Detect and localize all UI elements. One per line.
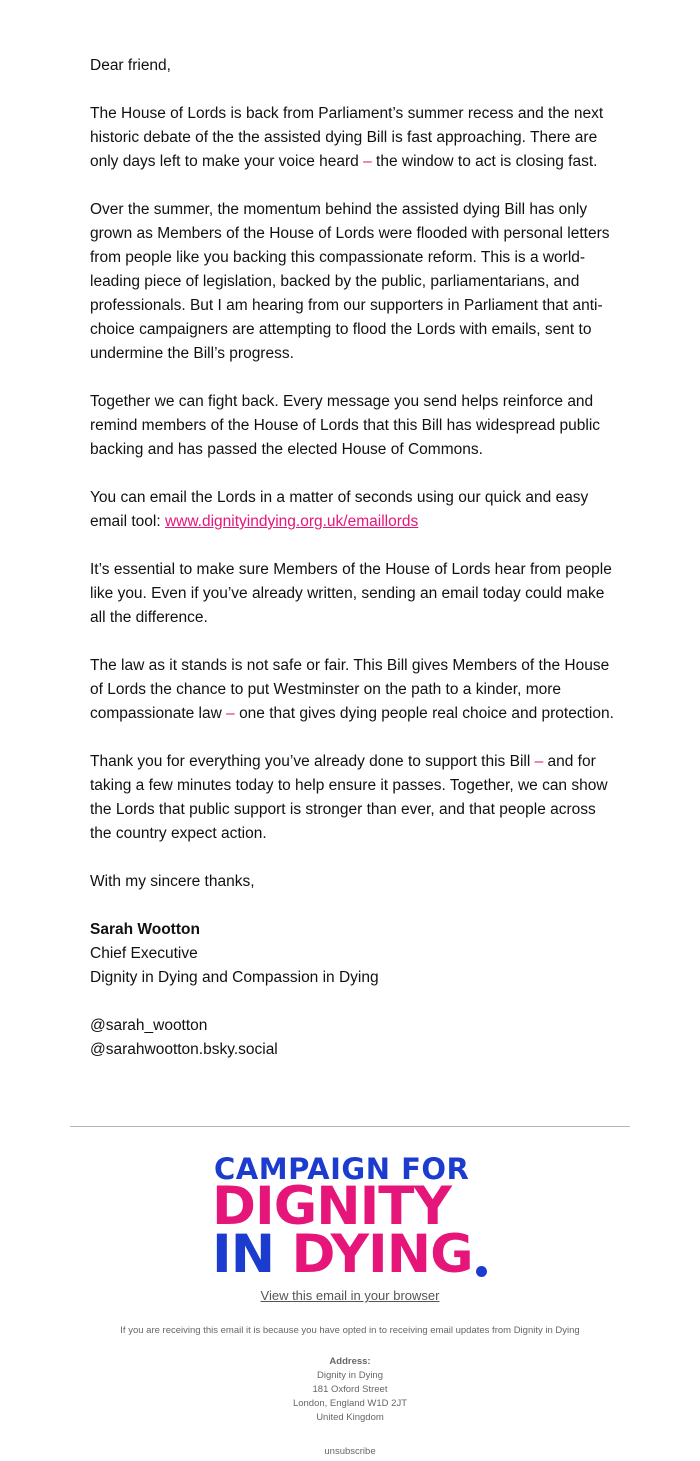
address-line: 181 Oxford Street [312,1384,388,1395]
address-label: Address: [329,1356,371,1367]
unsubscribe-link[interactable]: unsubscribe [324,1446,376,1457]
paragraph-5: It’s essential to make sure Members of the House of Lords hear from people like you. Even if you’ve already written, sending an email today could make all the difference. [90,561,612,626]
address-line: London, England W1D 2JT [292,1398,408,1409]
paragraph-4: You can email the Lords in a matter of seconds using our quick and easy email tool: www.dignityindying.org.uk/emaillords [90,489,589,530]
paragraph-3: Together we can fight back. Every message you send helps reinforce and remind members of the House of Lords that this Bill has widespread public backing and has passed the elected House of Commons. [90,393,601,458]
email-body [90,54,615,1086]
paragraph-7: Thank you for everything you’ve already done to support this Bill – and for taking a few minutes today to help ensure it passes. Together, we can show the Lords that public support is stronger than ever, and that people across the country expect action. [90,753,608,842]
social-handle-x: @sarah_wootton [90,1017,208,1034]
signature-org: Dignity in Dying and Compassion in Dying [90,969,379,986]
social-handles [90,1014,615,1062]
logo-line-dignity: DIGNITY [212,1176,451,1237]
logo-line-in-dying: IN DYING [212,1224,473,1285]
logo-dot [476,1266,487,1277]
paragraph-2: Over the summer, the momentum behind the assisted dying Bill has only grown as Members of the House of Lords were flooded with personal letters from people like you backing this compassionate reform. This is a world-leading piece of legislation, backed by the public, parliamentarians, and professionals. But I am hearing from our supporters in Parliament that anti-choice campaigners are attempting to flood the Lords with emails, sent to undermine the Bill’s progress. [90,201,610,362]
opt-in-note: If you are receiving this email it is because you have opted in to receiving email updates from Dignity in Dying [120,1325,580,1336]
address-line: Dignity in Dying [317,1370,383,1381]
view-in-browser [0,1288,700,1303]
signoff: With my sincere thanks, [90,873,255,890]
unsubscribe [0,1446,700,1457]
signature [90,918,615,990]
view-in-browser-link[interactable]: View this email in your browser [260,1288,440,1303]
address-block [0,1355,700,1425]
address-line: United Kingdom [316,1412,384,1423]
paragraph-1: The House of Lords is back from Parliament’s summer recess and the next historic debate of the the assisted dying Bill is fast approaching. There are only days left to make your voice heard – the window to act is closing fast. [90,105,604,170]
greeting: Dear friend, [90,57,171,74]
campaign-logo [212,1152,486,1285]
paragraph-6: The law as it stands is not safe or fair. This Bill gives Members of the House of Lords the chance to put Westminster on the path to a kinder, more compassionate law – one that gives dying people real choice and protection. [90,657,614,722]
footer-divider [70,1126,630,1127]
social-handle-bluesky: @sarahwootton.bsky.social [90,1041,278,1058]
signature-title: Chief Executive [90,945,198,962]
logo-line-campaign-for: CAMPAIGN FOR [214,1152,470,1186]
email-lords-link[interactable]: www.dignityindying.org.uk/emaillords [164,513,419,530]
signature-name: Sarah Wootton [90,921,200,938]
